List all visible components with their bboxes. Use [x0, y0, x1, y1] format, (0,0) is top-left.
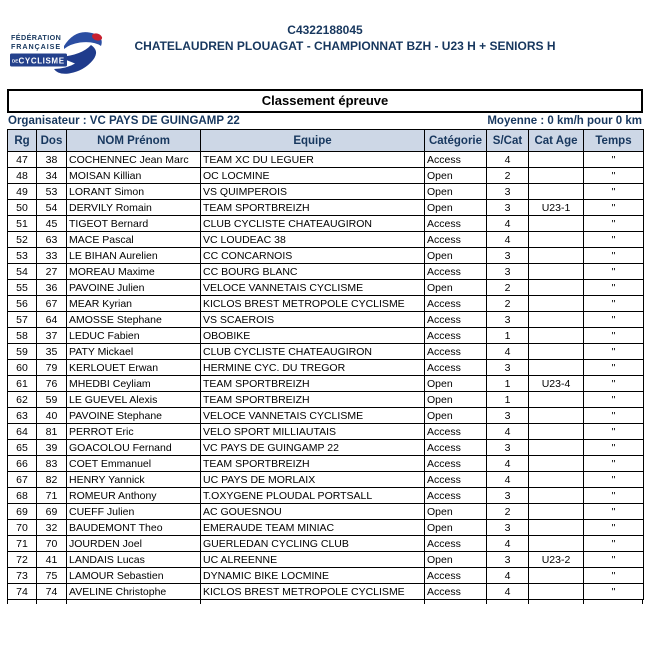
- cell-rg: 48: [8, 168, 37, 184]
- table-row: [8, 488, 644, 504]
- cell-rg: 65: [8, 440, 37, 456]
- cell-scat: 2: [487, 168, 529, 184]
- cell-scat: 3: [487, 184, 529, 200]
- table-row: [8, 568, 644, 584]
- column-border-stub: [36, 600, 66, 604]
- cell-time: ": [584, 488, 644, 504]
- table-row: [8, 376, 644, 392]
- cell-name: PERROT Eric: [67, 424, 201, 440]
- cell-rg: 47: [8, 152, 37, 168]
- table-row: [8, 184, 644, 200]
- cell-scat: 4: [487, 456, 529, 472]
- cell-dos: 59: [37, 392, 67, 408]
- cell-dos: 54: [37, 200, 67, 216]
- cell-time: ": [584, 376, 644, 392]
- document-header: [0, 0, 650, 89]
- cell-scat: 4: [487, 472, 529, 488]
- cell-rg: 66: [8, 456, 37, 472]
- cell-scat: 4: [487, 152, 529, 168]
- cell-rg: 51: [8, 216, 37, 232]
- cell-rg: 49: [8, 184, 37, 200]
- cell-name: LE GUEVEL Alexis: [67, 392, 201, 408]
- cell-scat: 4: [487, 584, 529, 600]
- cell-team: GUERLEDAN CYCLING CLUB: [201, 536, 425, 552]
- cell-category: Access: [425, 472, 487, 488]
- cell-name: LANDAIS Lucas: [67, 552, 201, 568]
- cell-dos: 74: [37, 584, 67, 600]
- cell-dos: 39: [37, 440, 67, 456]
- table-row: [8, 392, 644, 408]
- col-header-name: NOM Prénom: [67, 130, 201, 152]
- cell-rg: 53: [8, 248, 37, 264]
- cell-cat-age: [529, 296, 584, 312]
- cell-time: ": [584, 152, 644, 168]
- table-row: [8, 360, 644, 376]
- cell-rg: 73: [8, 568, 37, 584]
- col-header-category: Catégorie: [425, 130, 487, 152]
- cell-cat-age: [529, 280, 584, 296]
- cell-time: ": [584, 296, 644, 312]
- cell-cat-age: [529, 424, 584, 440]
- cell-rg: 55: [8, 280, 37, 296]
- cell-name: PAVOINE Julien: [67, 280, 201, 296]
- cell-time: ": [584, 248, 644, 264]
- table-row: [8, 296, 644, 312]
- cell-dos: 82: [37, 472, 67, 488]
- col-header-scat: S/Cat: [487, 130, 529, 152]
- cell-team: HERMINE CYC. DU TREGOR: [201, 360, 425, 376]
- column-border-stub: [66, 600, 200, 604]
- cell-category: Access: [425, 584, 487, 600]
- cell-dos: 75: [37, 568, 67, 584]
- cell-team: UC ALREENNE: [201, 552, 425, 568]
- cell-time: ": [584, 568, 644, 584]
- cell-dos: 76: [37, 376, 67, 392]
- cell-time: ": [584, 456, 644, 472]
- cell-team: UC PAYS DE MORLAIX: [201, 472, 425, 488]
- cell-team: AC GOUESNOU: [201, 504, 425, 520]
- table-row: [8, 536, 644, 552]
- cell-cat-age: [529, 312, 584, 328]
- cell-name: LORANT Simon: [67, 184, 201, 200]
- cell-rg: 68: [8, 488, 37, 504]
- cell-time: ": [584, 264, 644, 280]
- cell-category: Access: [425, 264, 487, 280]
- cell-dos: 64: [37, 312, 67, 328]
- cell-time: ": [584, 440, 644, 456]
- table-row: [8, 520, 644, 536]
- cell-time: ": [584, 424, 644, 440]
- cell-dos: 36: [37, 280, 67, 296]
- cell-time: ": [584, 472, 644, 488]
- cell-team: TEAM SPORTBREIZH: [201, 392, 425, 408]
- table-row: [8, 264, 644, 280]
- cell-cat-age: [529, 584, 584, 600]
- cell-cat-age: [529, 184, 584, 200]
- cell-category: Open: [425, 408, 487, 424]
- cell-name: TIGEOT Bernard: [67, 216, 201, 232]
- cell-dos: 33: [37, 248, 67, 264]
- cell-time: ": [584, 280, 644, 296]
- cell-dos: 34: [37, 168, 67, 184]
- cell-name: MEAR Kyrian: [67, 296, 201, 312]
- cell-category: Open: [425, 504, 487, 520]
- cell-time: ": [584, 168, 644, 184]
- cell-scat: 3: [487, 360, 529, 376]
- cell-dos: 41: [37, 552, 67, 568]
- cell-name: LE BIHAN Aurelien: [67, 248, 201, 264]
- cell-dos: 69: [37, 504, 67, 520]
- cell-time: ": [584, 520, 644, 536]
- logo-text-federation: FÉDÉRATION: [11, 33, 62, 42]
- cell-team: CLUB CYCLISTE CHATEAUGIRON: [201, 216, 425, 232]
- cell-cat-age: [529, 488, 584, 504]
- cell-category: Open: [425, 392, 487, 408]
- table-header-row: [8, 130, 644, 152]
- table-row: [8, 248, 644, 264]
- cell-dos: 79: [37, 360, 67, 376]
- table-row: [8, 200, 644, 216]
- cell-category: Access: [425, 488, 487, 504]
- table-row: [8, 168, 644, 184]
- cell-name: MOISAN Killian: [67, 168, 201, 184]
- cell-team: OBOBIKE: [201, 328, 425, 344]
- cell-name: COET Emmanuel: [67, 456, 201, 472]
- cell-dos: 27: [37, 264, 67, 280]
- cell-rg: 61: [8, 376, 37, 392]
- cell-rg: 52: [8, 232, 37, 248]
- cell-scat: 3: [487, 200, 529, 216]
- cell-time: ": [584, 328, 644, 344]
- page-title: CHATELAUDREN PLOUAGAT - CHAMPIONNAT BZH - U23 H + SENIORS H: [134, 39, 556, 53]
- cell-category: Access: [425, 424, 487, 440]
- cell-category: Open: [425, 168, 487, 184]
- cell-category: Open: [425, 552, 487, 568]
- cell-scat: 3: [487, 440, 529, 456]
- cell-team: VELO SPORT MILLIAUTAIS: [201, 424, 425, 440]
- cell-scat: 4: [487, 216, 529, 232]
- cell-category: Access: [425, 344, 487, 360]
- cell-name: ROMEUR Anthony: [67, 488, 201, 504]
- cell-scat: 4: [487, 424, 529, 440]
- cell-category: Access: [425, 328, 487, 344]
- cell-team: T.OXYGENE PLOUDAL PORTSALL: [201, 488, 425, 504]
- col-header-dos: Dos: [37, 130, 67, 152]
- cell-team: KICLOS BREST METROPOLE CYCLISME: [201, 296, 425, 312]
- cell-time: ": [584, 200, 644, 216]
- logo-text-cyclisme: CYCLISME: [18, 56, 65, 66]
- cell-dos: 70: [37, 536, 67, 552]
- cell-team: VC LOUDEAC 38: [201, 232, 425, 248]
- cell-dos: 32: [37, 520, 67, 536]
- cell-scat: 4: [487, 232, 529, 248]
- table-row: [8, 504, 644, 520]
- table-row: [8, 328, 644, 344]
- organizer-label: Organisateur : VC PAYS DE GUINGAMP 22: [8, 115, 240, 127]
- cell-scat: 3: [487, 552, 529, 568]
- column-border-stub: [486, 600, 528, 604]
- section-title: Classement épreuve: [7, 89, 643, 113]
- cell-dos: 67: [37, 296, 67, 312]
- col-header-time: Temps: [584, 130, 644, 152]
- cell-dos: 53: [37, 184, 67, 200]
- cell-category: Access: [425, 216, 487, 232]
- column-border-stub: [528, 600, 583, 604]
- cell-dos: 37: [37, 328, 67, 344]
- cell-cat-age: [529, 520, 584, 536]
- cell-scat: 4: [487, 536, 529, 552]
- cell-name: DERVILY Romain: [67, 200, 201, 216]
- cell-name: AMOSSE Stephane: [67, 312, 201, 328]
- cell-cat-age: [529, 536, 584, 552]
- cell-category: Open: [425, 184, 487, 200]
- cell-rg: 54: [8, 264, 37, 280]
- cell-team: VS SCAEROIS: [201, 312, 425, 328]
- cell-name: JOURDEN Joel: [67, 536, 201, 552]
- cell-dos: 63: [37, 232, 67, 248]
- cell-team: CC CONCARNOIS: [201, 248, 425, 264]
- cell-category: Access: [425, 232, 487, 248]
- cell-category: Access: [425, 312, 487, 328]
- cell-scat: 1: [487, 392, 529, 408]
- ffc-federation-logo-icon: [10, 30, 106, 78]
- cell-category: Access: [425, 456, 487, 472]
- cell-cat-age: [529, 344, 584, 360]
- cell-team: CLUB CYCLISTE CHATEAUGIRON: [201, 344, 425, 360]
- cell-team: TEAM SPORTBREIZH: [201, 200, 425, 216]
- cell-rg: 57: [8, 312, 37, 328]
- cell-scat: 1: [487, 376, 529, 392]
- cell-team: KICLOS BREST METROPOLE CYCLISME: [201, 584, 425, 600]
- cell-rg: 62: [8, 392, 37, 408]
- cell-scat: 2: [487, 296, 529, 312]
- cell-scat: 3: [487, 264, 529, 280]
- col-header-team: Equipe: [201, 130, 425, 152]
- cell-scat: 1: [487, 328, 529, 344]
- cell-cat-age: U23-2: [529, 552, 584, 568]
- cell-dos: 40: [37, 408, 67, 424]
- table-row: [8, 152, 644, 168]
- col-header-cat-age: Cat Age: [529, 130, 584, 152]
- cell-name: HENRY Yannick: [67, 472, 201, 488]
- logo-text-francaise: FRANÇAISE: [11, 42, 62, 51]
- cell-cat-age: [529, 168, 584, 184]
- cell-scat: 2: [487, 504, 529, 520]
- cell-cat-age: [529, 216, 584, 232]
- table-row: [8, 312, 644, 328]
- column-border-stub: [424, 600, 486, 604]
- cell-name: LEDUC Fabien: [67, 328, 201, 344]
- cell-rg: 70: [8, 520, 37, 536]
- cell-dos: 38: [37, 152, 67, 168]
- cell-time: ": [584, 216, 644, 232]
- cell-time: ": [584, 536, 644, 552]
- cell-cat-age: [529, 568, 584, 584]
- cell-team: CC BOURG BLANC: [201, 264, 425, 280]
- cell-scat: 3: [487, 312, 529, 328]
- table-row: [8, 232, 644, 248]
- cell-cat-age: [529, 408, 584, 424]
- cell-category: Open: [425, 248, 487, 264]
- cell-name: MHEDBI Ceyliam: [67, 376, 201, 392]
- column-border-stub: [583, 600, 643, 604]
- cell-name: KERLOUET Erwan: [67, 360, 201, 376]
- cell-name: AVELINE Christophe: [67, 584, 201, 600]
- cell-team: OC LOCMINE: [201, 168, 425, 184]
- cell-time: ": [584, 504, 644, 520]
- cell-scat: 3: [487, 488, 529, 504]
- cell-category: Open: [425, 376, 487, 392]
- cell-category: Open: [425, 280, 487, 296]
- cell-name: PATY Mickael: [67, 344, 201, 360]
- cell-rg: 58: [8, 328, 37, 344]
- cell-category: Open: [425, 520, 487, 536]
- table-row: [8, 280, 644, 296]
- cell-category: Open: [425, 200, 487, 216]
- cell-category: Access: [425, 360, 487, 376]
- cell-scat: 2: [487, 280, 529, 296]
- cell-time: ": [584, 392, 644, 408]
- cell-scat: 4: [487, 344, 529, 360]
- cell-cat-age: [529, 232, 584, 248]
- cell-cat-age: [529, 152, 584, 168]
- cell-team: DYNAMIC BIKE LOCMINE: [201, 568, 425, 584]
- cell-category: Access: [425, 440, 487, 456]
- cell-cat-age: [529, 360, 584, 376]
- cell-rg: 50: [8, 200, 37, 216]
- cell-rg: 60: [8, 360, 37, 376]
- cell-category: Access: [425, 568, 487, 584]
- cell-rg: 74: [8, 584, 37, 600]
- column-border-stub: [200, 600, 424, 604]
- cell-name: CUEFF Julien: [67, 504, 201, 520]
- cell-team: VELOCE VANNETAIS CYCLISME: [201, 280, 425, 296]
- cell-rg: 67: [8, 472, 37, 488]
- cell-rg: 71: [8, 536, 37, 552]
- cell-time: ": [584, 232, 644, 248]
- cell-name: LAMOUR Sebastien: [67, 568, 201, 584]
- table-row: [8, 472, 644, 488]
- table-row: [8, 216, 644, 232]
- doc-code: C4322188045: [287, 23, 363, 37]
- cell-cat-age: [529, 264, 584, 280]
- cell-scat: 4: [487, 568, 529, 584]
- cell-rg: 72: [8, 552, 37, 568]
- col-header-rg: Rg: [8, 130, 37, 152]
- cell-scat: 3: [487, 520, 529, 536]
- cell-name: BAUDEMONT Theo: [67, 520, 201, 536]
- cell-team: VC PAYS DE GUINGAMP 22: [201, 440, 425, 456]
- table-row: [8, 344, 644, 360]
- organizer-row: [8, 113, 642, 129]
- cell-cat-age: U23-4: [529, 376, 584, 392]
- cell-cat-age: [529, 328, 584, 344]
- column-border-stub: [7, 600, 36, 604]
- cell-dos: 83: [37, 456, 67, 472]
- cell-team: VS QUIMPEROIS: [201, 184, 425, 200]
- cell-cat-age: [529, 440, 584, 456]
- cell-category: Access: [425, 296, 487, 312]
- cell-cat-age: U23-1: [529, 200, 584, 216]
- table-row: [8, 552, 644, 568]
- cell-rg: 69: [8, 504, 37, 520]
- cell-time: ": [584, 408, 644, 424]
- cell-rg: 56: [8, 296, 37, 312]
- cell-time: ": [584, 184, 644, 200]
- cell-rg: 64: [8, 424, 37, 440]
- cell-scat: 3: [487, 248, 529, 264]
- table-row: [8, 424, 644, 440]
- cell-team: TEAM SPORTBREIZH: [201, 376, 425, 392]
- cell-cat-age: [529, 504, 584, 520]
- next-row-cutoff-stubs: [7, 600, 643, 604]
- table-row: [8, 456, 644, 472]
- cell-dos: 45: [37, 216, 67, 232]
- cell-cat-age: [529, 472, 584, 488]
- cell-cat-age: [529, 456, 584, 472]
- cell-time: ": [584, 552, 644, 568]
- cell-time: ": [584, 584, 644, 600]
- cell-team: VELOCE VANNETAIS CYCLISME: [201, 408, 425, 424]
- cell-team: TEAM SPORTBREIZH: [201, 456, 425, 472]
- cell-rg: 59: [8, 344, 37, 360]
- cell-name: GOACOLOU Fernand: [67, 440, 201, 456]
- cell-scat: 3: [487, 408, 529, 424]
- average-label: Moyenne : 0 km/h pour 0 km: [487, 115, 642, 127]
- cell-cat-age: [529, 392, 584, 408]
- cell-name: MOREAU Maxime: [67, 264, 201, 280]
- results-table: [7, 129, 644, 600]
- cell-time: ": [584, 312, 644, 328]
- cell-dos: 35: [37, 344, 67, 360]
- cell-rg: 63: [8, 408, 37, 424]
- logo-text-de: DE: [12, 58, 19, 64]
- cell-cat-age: [529, 248, 584, 264]
- cell-name: PAVOINE Stephane: [67, 408, 201, 424]
- cell-category: Access: [425, 536, 487, 552]
- table-row: [8, 408, 644, 424]
- table-row: [8, 440, 644, 456]
- table-row: [8, 584, 644, 600]
- cell-dos: 71: [37, 488, 67, 504]
- cell-name: MACE Pascal: [67, 232, 201, 248]
- cell-team: EMERAUDE TEAM MINIAC: [201, 520, 425, 536]
- cell-team: TEAM XC DU LEGUER: [201, 152, 425, 168]
- cell-time: ": [584, 344, 644, 360]
- cell-time: ": [584, 360, 644, 376]
- cell-dos: 81: [37, 424, 67, 440]
- cell-name: COCHENNEC Jean Marc: [67, 152, 201, 168]
- cell-category: Access: [425, 152, 487, 168]
